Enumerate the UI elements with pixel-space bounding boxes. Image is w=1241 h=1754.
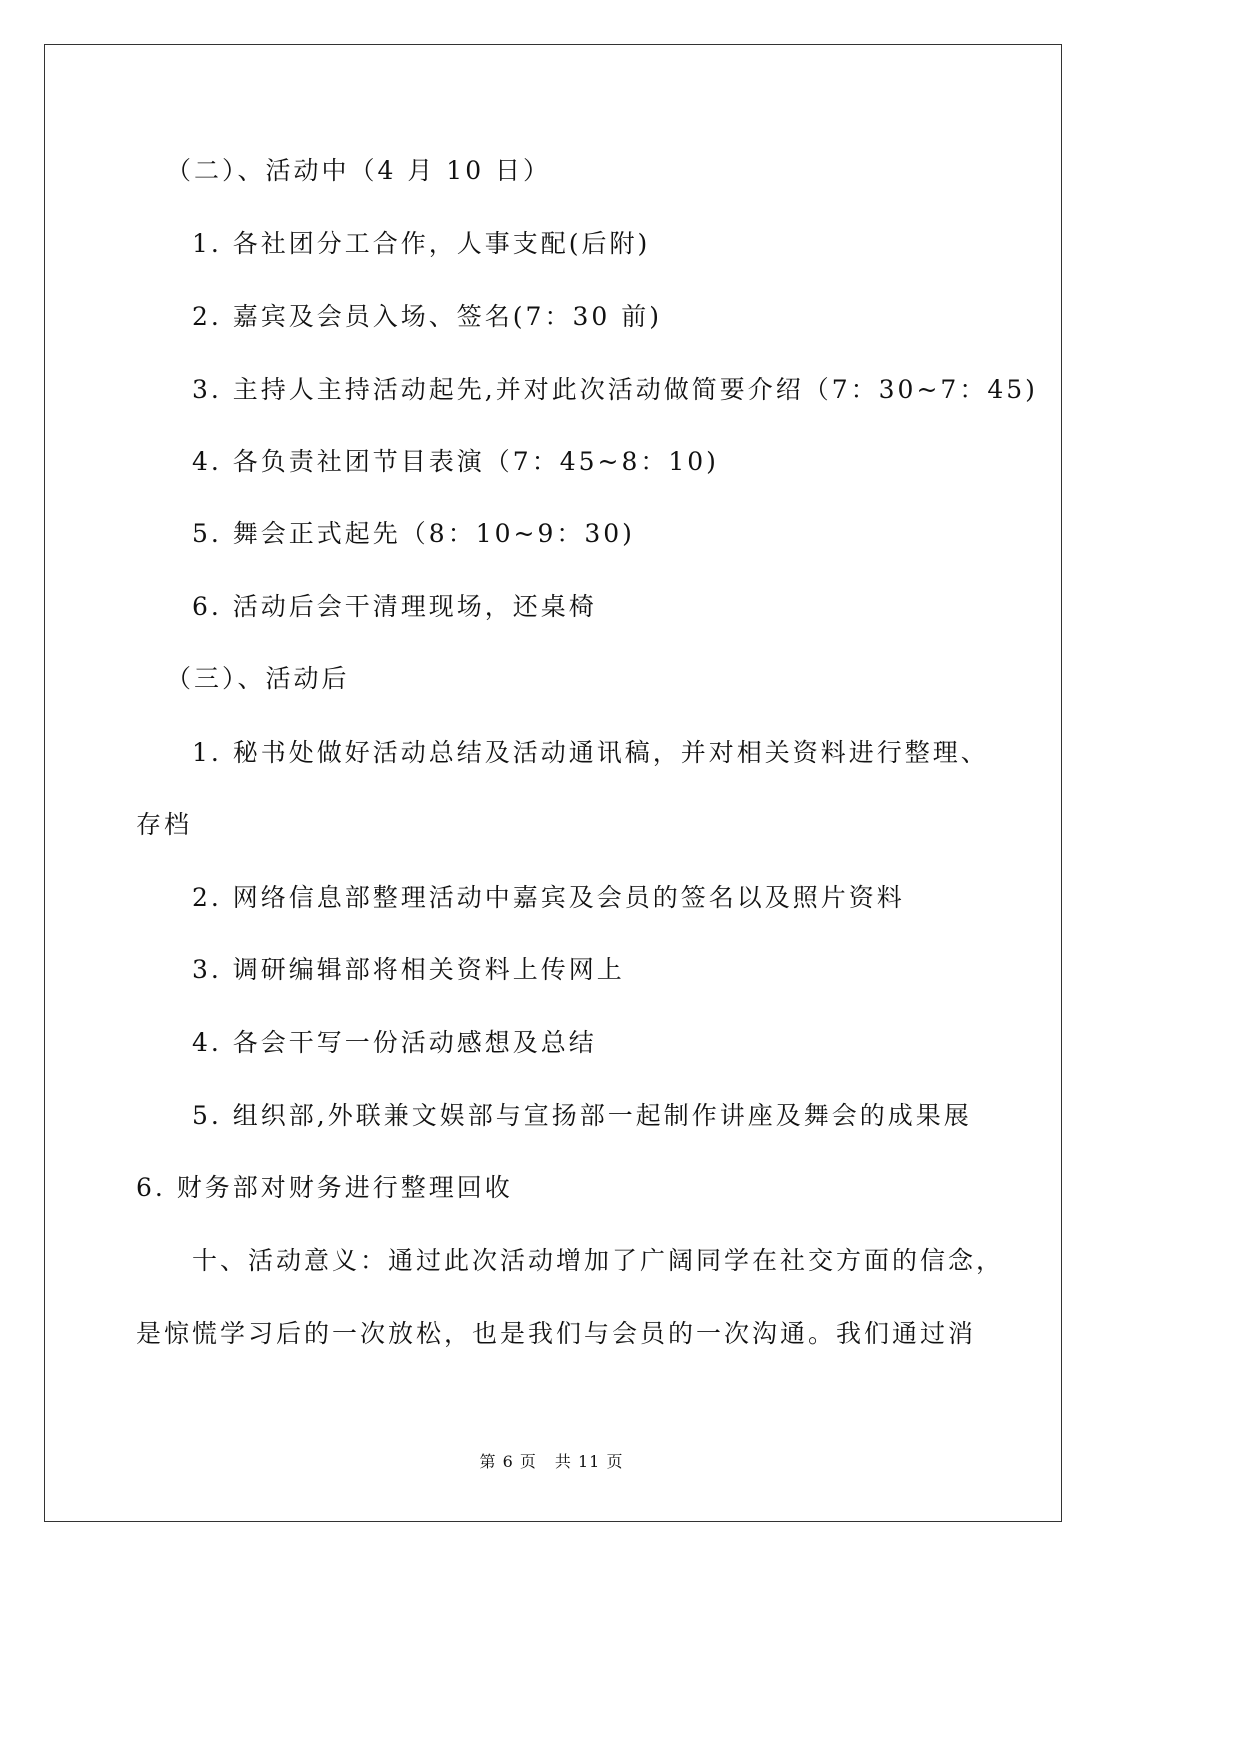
paragraph-line: 是惊慌学习后的一次放松，也是我们与会员的一次沟通。我们通过消	[136, 1319, 977, 1348]
section-heading-significance: 十、活动意义：通过此次活动增加了广阔同学在社交方面的信念，	[192, 1246, 1005, 1275]
section-heading-after: （三）、活动后	[166, 664, 350, 693]
paragraph-line: 4. 各负责社团节目表演（7：45~8：10)	[192, 447, 719, 476]
paragraph-line: 4. 各会干写一份活动感想及总结	[192, 1028, 597, 1057]
page-number-total: 共 11 页	[554, 1452, 624, 1471]
page-footer	[0, 1452, 1103, 1472]
paragraph-line: 5. 组织部,外联兼文娱部与宣扬部一起制作讲座及舞会的成果展	[192, 1101, 972, 1130]
paragraph-line: 3. 调研编辑部将相关资料上传网上	[192, 955, 625, 984]
paragraph-line: 3. 主持人主持活动起先,并对此次活动做简要介绍（7：30~7：45)	[192, 375, 1038, 404]
paragraph-line: 6. 活动后会干清理现场，还桌椅	[192, 592, 597, 621]
paragraph-line: 6. 财务部对财务进行整理回收	[136, 1173, 513, 1202]
paragraph-line: 5. 舞会正式起先（8：10~9：30)	[192, 519, 635, 548]
section-heading-during: （二）、活动中（4 月 10 日）	[166, 156, 552, 185]
paragraph-line: 2. 嘉宾及会员入场、签名(7：30 前)	[192, 302, 662, 331]
paragraph-line: 1. 各社团分工合作，人事支配(后附)	[192, 229, 651, 258]
page-frame	[44, 44, 1062, 1522]
paragraph-line: 1. 秘书处做好活动总结及活动通讯稿，并对相关资料进行整理、	[192, 738, 989, 767]
paragraph-line: 存档	[136, 810, 193, 839]
paragraph-line: 2. 网络信息部整理活动中嘉宾及会员的签名以及照片资料	[192, 883, 905, 912]
page-number-current: 第 6 页	[479, 1452, 537, 1471]
